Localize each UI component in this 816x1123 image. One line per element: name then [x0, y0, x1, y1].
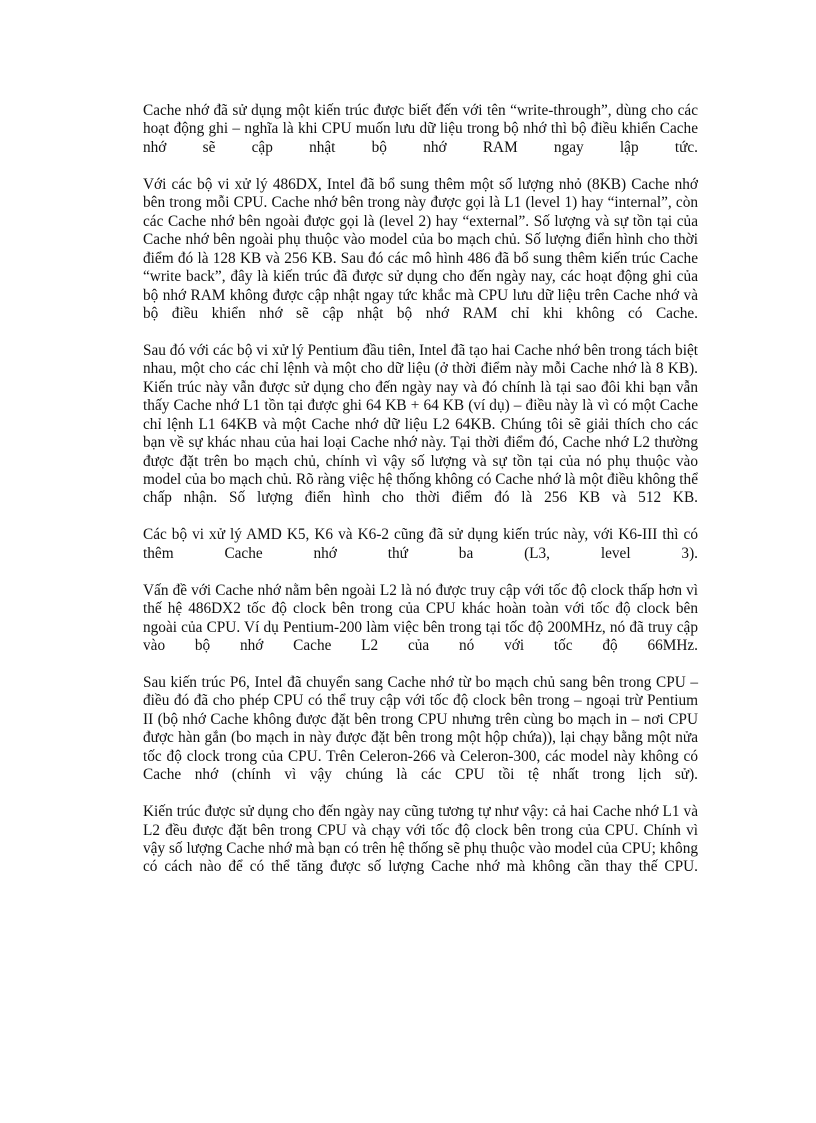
- paragraph-pentium-cache: Sau đó với các bộ vi xử lý Pentium đầu tiên, Intel đã tạo hai Cache nhớ bên trong tách biệt nhau, một cho các chỉ lệnh và một cho dữ liệu (ở thời điểm này mỗi Cache nhớ là 8 KB). Kiến trúc này vẫn được sử dụng cho đến ngày nay và đó chính là tại sao đôi khi bạn vẫn thấy Cache nhớ L1 tồn tại được ghi 64 KB + 64 KB (ví dụ) – điều này là vì có một Cache chỉ lệnh L1 64KB và một Cache nhớ dữ liệu L2 64KB. Chúng tôi sẽ giải thích cho các bạn về sự khác nhau của hai loại Cache nhớ này. Tại thời điểm đó, Cache nhớ L2 thường được đặt trên bo mạch chủ, chính vì vậy số lượng và sự tồn tại của nó phụ thuộc vào model của bo mạch chủ. Rõ ràng việc hệ thống không có Cache nhớ là một điều không thể chấp nhận. Số lượng điển hình cho thời điểm đó là 256 KB và 512 KB.: [143, 341, 698, 507]
- document-page: [143, 102, 698, 895]
- paragraph-external-l2-speed: Vấn đề với Cache nhớ nằm bên ngoài L2 là nó được truy cập với tốc độ clock thấp hơn vì thế hệ 486DX2 tốc độ clock bên trong của CPU khác hoàn toàn với tốc độ clock bên ngoài của CPU. Ví dụ Pentium-200 làm việc bên trong tại tốc độ 200MHz, nó đã truy cập vào bộ nhớ Cache L2 của nó với tốc độ 66MHz.: [143, 581, 698, 655]
- paragraph-486dx-cache: Với các bộ vi xử lý 486DX, Intel đã bổ sung thêm một số lượng nhỏ (8KB) Cache nhớ bên trong mỗi CPU. Cache nhớ bên trong này được gọi là L1 (level 1) hay “internal”, còn các Cache nhớ bên ngoài được gọi là (level 2) hay “external”. Số lượng và sự tồn tại của Cache nhớ bên ngoài phụ thuộc vào model của bo mạch chủ. Số lượng điển hình cho thời điểm đó là 128 KB và 256 KB. Sau đó các mô hình 486 đã bổ sung thêm kiến trúc Cache “write back”, đây là kiến trúc đã được sử dụng cho đến ngày nay, các hoạt động ghi của bộ nhớ RAM không được cập nhật ngay tức khắc mà CPU lưu dữ liệu trên Cache nhớ và bộ điều khiển nhớ sẽ cập nhật bộ nhớ RAM chỉ khi không có Cache.: [143, 175, 698, 322]
- paragraph-current-architecture: Kiến trúc được sử dụng cho đến ngày nay cũng tương tự như vậy: cả hai Cache nhớ L1 và L2 đều được đặt bên trong CPU và chạy với tốc độ clock bên trong của CPU. Chính vì vậy số lượng Cache nhớ mà bạn có trên hệ thống sẽ phụ thuộc vào model của CPU; không có cách nào để có thể tăng được số lượng Cache nhớ mà không cần thay thế CPU.: [143, 803, 698, 876]
- paragraph-write-through: Cache nhớ đã sử dụng một kiến trúc được biết đến với tên “write-through”, dùng cho các hoạt động ghi – nghĩa là khi CPU muốn lưu dữ liệu trong bộ nhớ thì bộ điều khiển Cache nhớ sẽ cập nhật bộ nhớ RAM ngay lập tức.: [143, 102, 698, 156]
- paragraph-amd-k5-k6: Các bộ vi xử lý AMD K5, K6 và K6-2 cũng đã sử dụng kiến trúc này, với K6-III thì có thêm Cache nhớ thứ ba (L3, level 3).: [143, 526, 698, 562]
- paragraph-p6-architecture: Sau kiến trúc P6, Intel đã chuyển sang Cache nhớ từ bo mạch chủ sang bên trong CPU – điều đó đã cho phép CPU có thể truy cập với tốc độ clock bên trong – ngoại trừ Pentium II (bộ nhớ Cache không được đặt bên trong CPU nhưng trên cùng bo mạch in – nơi CPU được hàn gắn (bo mạch in này được đặt bên trong một hộp chứa)), lại chạy bằng một nửa tốc độ clock trong của CPU. Trên Celeron-266 và Celeron-300, các model này không có Cache nhớ (chính vì vậy chúng là các CPU tồi tệ nhất trong lịch sử).: [143, 673, 698, 784]
